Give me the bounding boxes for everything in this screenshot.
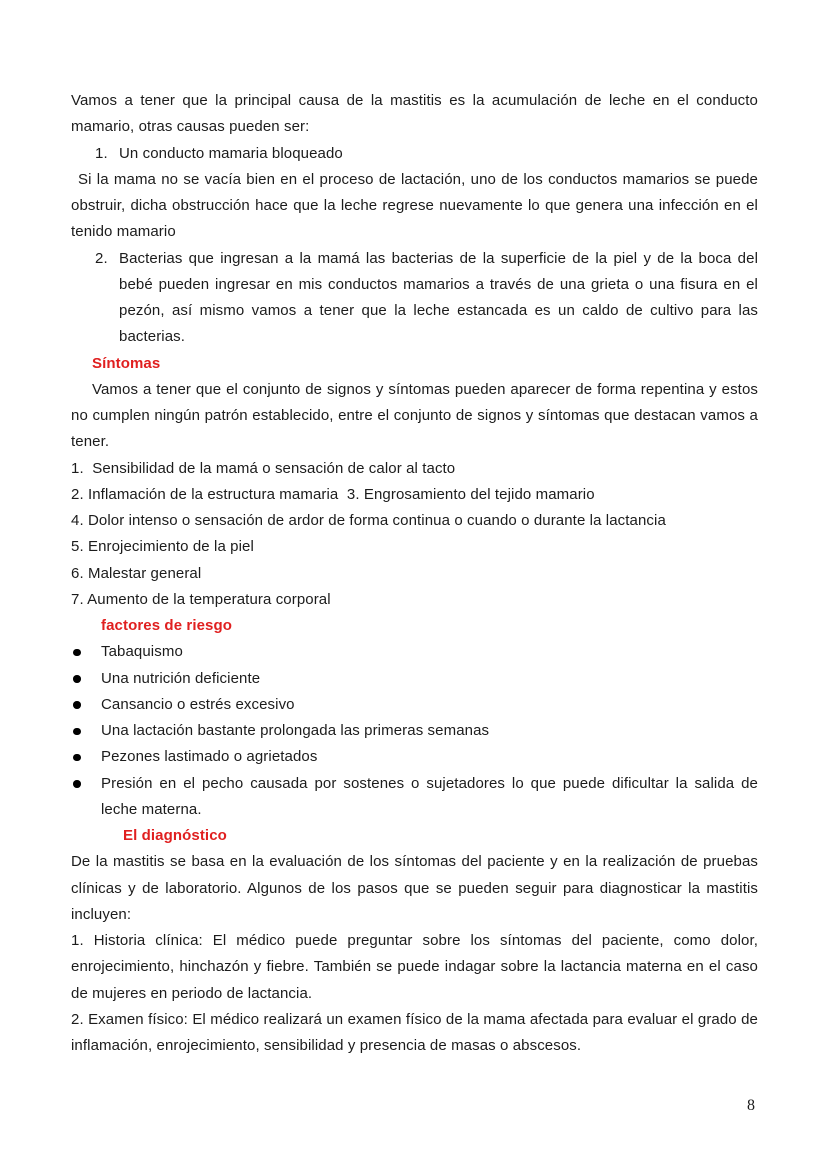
symptom-line: 7. Aumento de la temperatura corporal — [71, 590, 331, 608]
risk-factor-text: Tabaquismo — [101, 643, 183, 661]
risk-factor-item — [71, 771, 758, 824]
numbered-item-text: Bacterias que ingresan a la mamá las bacterias de la superficie de la piel y de la boca del bebé pueden ingresar en mis conductos mamarios a través de una grieta o una fisura en el pezón, así mismo vamos a tener que la leche estancada es un caldo de cultivo para las bacterias. — [119, 249, 758, 346]
risk-factor-item — [71, 718, 758, 744]
bullet-icon — [73, 728, 81, 736]
risk-factor-item — [71, 639, 758, 665]
bullet-icon — [73, 701, 81, 709]
document-body — [71, 88, 758, 1059]
paragraph-intro: Vamos a tener que la principal causa de la mastitis es la acumulación de leche en el conducto mamario, otras causas pueden ser: — [71, 92, 758, 136]
numbered-item-cause-1 — [71, 141, 758, 167]
bullet-icon — [73, 675, 81, 683]
bullet-icon — [73, 780, 81, 788]
page-number: 8 — [747, 1097, 755, 1114]
risk-factor-text: Una nutrición deficiente — [101, 669, 261, 687]
numbered-item-cause-2 — [71, 246, 758, 351]
paragraph-diagnosis-step-2: 2. Examen físico: El médico realizará un examen físico de la mama afectada para evaluar el grado de inflamación, enrojecimiento, sensibilidad y presencia de masas o abscesos. — [71, 1010, 758, 1054]
symptom-line: 5. Enrojecimiento de la piel — [71, 538, 254, 556]
numbered-item-text: Un conducto mamaria bloqueado — [119, 144, 343, 162]
symptom-line: 4. Dolor intenso o sensación de ardor de forma continua o cuando o durante la lactancia — [71, 512, 666, 529]
symptom-line: 2. Inflamación de la estructura mamaria 3. Engrosamiento del tejido mamario — [71, 485, 595, 503]
heading-risk-factors: factores de riesgo — [101, 617, 233, 634]
paragraph-symptoms-intro: Vamos a tener que el conjunto de signos y síntomas pueden aparecer de forma repentina y estos no cumplen ningún patrón establecido, entre el conjunto de signos y síntomas que destacan vamos a tener. — [71, 380, 758, 451]
heading-diagnosis: El diagnóstico — [123, 827, 227, 844]
bullet-icon — [73, 649, 81, 657]
paragraph-blocked-duct: Si la mama no se vacía bien en el proceso de lactación, uno de los conductos mamarios se puede obstruir, dicha obstrucción hace que la leche regrese nuevamente lo que genera una infección en el tenido mamario — [71, 170, 758, 241]
risk-factor-item — [71, 666, 758, 692]
risk-factor-text: Presión en el pecho causada por sostenes o sujetadores lo que puede dificultar la salida de leche materna. — [101, 774, 758, 818]
risk-factor-text: Una lactación bastante prolongada las primeras semanas — [101, 722, 490, 739]
paragraph-diagnosis-step-1: 1. Historia clínica: El médico puede preguntar sobre los síntomas del paciente, como dolor, enrojecimiento, hinchazón y fiebre. También se puede indagar sobre la lactancia materna en el caso de mujeres en periodo de lactancia. — [71, 932, 758, 1002]
bullet-icon — [73, 754, 81, 762]
list-number: 1. — [95, 144, 108, 162]
risk-factor-text: Cansancio o estrés excesivo — [101, 695, 295, 713]
paragraph-diagnosis-intro: De la mastitis se basa en la evaluación de los síntomas del paciente y en la realización de pruebas clínicas y de laboratorio. Algunos de los pasos que se pueden seguir para diagnosticar la mastitis incluyen: — [71, 853, 758, 923]
list-number: 2. — [95, 249, 108, 267]
symptom-line: 1. Sensibilidad de la mamá o sensación de calor al tacto — [71, 459, 456, 477]
risk-factor-text: Pezones lastimado o agrietados — [101, 748, 318, 766]
symptom-line: 6. Malestar general — [71, 564, 202, 582]
heading-sintomas: Síntomas — [92, 354, 161, 372]
risk-factor-item — [71, 692, 758, 718]
risk-factor-item — [71, 744, 758, 770]
